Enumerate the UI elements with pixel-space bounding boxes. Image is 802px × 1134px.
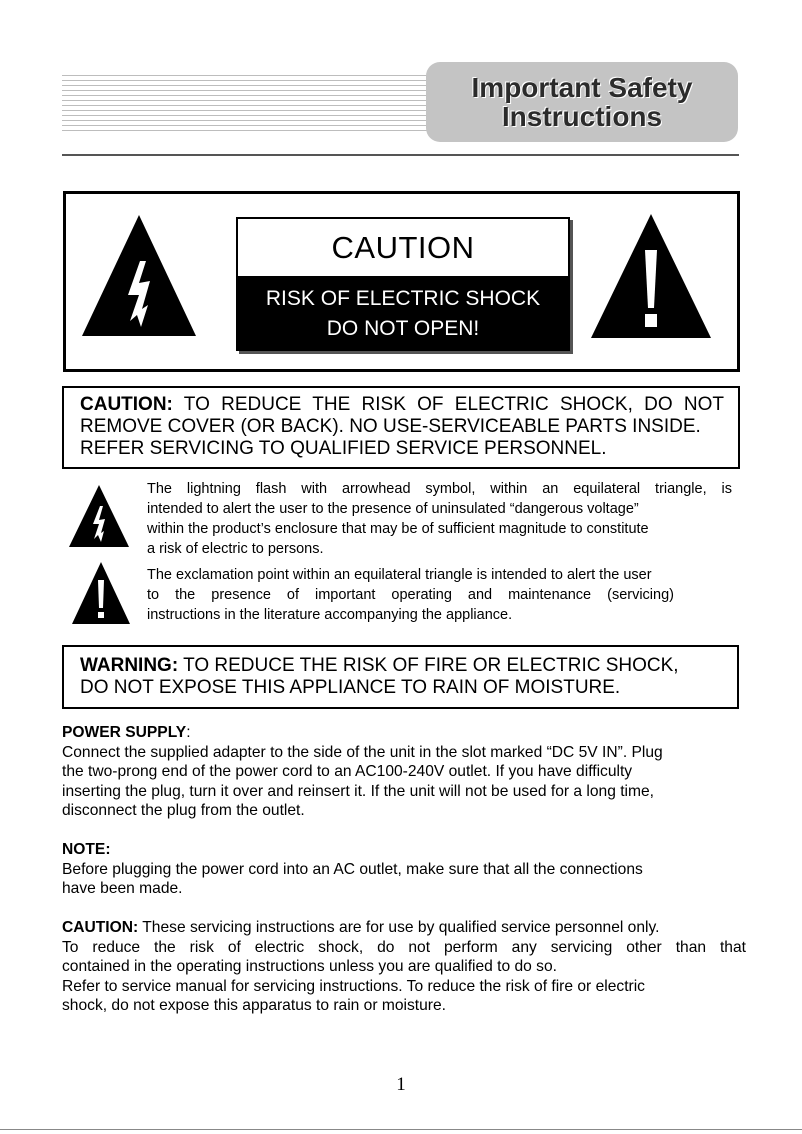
exclamation-explanation: The exclamation point within an equilateral triangle is intended to alert the user to the presence of important operating and maintenance (servicing) instructions in the literature accompanying the appliance. <box>147 567 674 623</box>
caution-sticker-line2: DO NOT OPEN! <box>326 317 480 340</box>
header-divider <box>62 154 739 156</box>
warning-notice-label: WARNING: <box>80 655 179 676</box>
caution-section-label: CAUTION: <box>62 919 139 936</box>
lightning-explanation: The lightning flash with arrowhead symbol, within an equilateral triangle, is intended to alert the user to the presence of uninsulated “dangerous voltage” within the product’s enclosure that may be of sufficient magnitude to constitute a risk of electric to persons. <box>147 481 732 557</box>
caution-section-line1: CAUTION: These servicing instructions are for use by qualified service personnel only. <box>62 919 660 936</box>
exclamation-warning-icon <box>589 212 713 340</box>
page-title-line2: Instructions <box>501 101 663 132</box>
caution-notice-line2: REMOVE COVER (OR BACK). NO USE-SERVICEABLE PARTS INSIDE. <box>80 416 701 437</box>
caution-sticker <box>236 217 570 351</box>
page-title-line1: Important Safety <box>471 72 693 103</box>
warning-notice-line1: WARNING: TO REDUCE THE RISK OF FIRE OR ELECTRIC SHOCK, <box>80 655 679 676</box>
lightning-small-icon <box>68 484 130 548</box>
power-supply-line4: disconnect the plug from the outlet. <box>62 802 305 819</box>
caution-notice-label: CAUTION: <box>80 394 173 415</box>
page-number: 1 <box>396 1074 406 1095</box>
caution-notice-line1: CAUTION: TO REDUCE THE RISK OF ELECTRIC SHOCK, DO NOT <box>80 394 724 415</box>
caution-section-line2: To reduce the risk of electric shock, do not perform any servicing other than that <box>62 938 746 956</box>
caution-notice-box <box>62 386 740 469</box>
caution-label-panel <box>63 191 740 372</box>
caution-section-line5: shock, do not expose this apparatus to rain or moisture. <box>62 997 446 1014</box>
caution-sticker-heading: CAUTION <box>238 219 568 279</box>
page-bottom-edge <box>0 1129 802 1130</box>
power-supply-line3: inserting the plug, turn it over and reinsert it. If the unit will not be used for a long time, <box>62 782 655 800</box>
exclamation-small-icon <box>71 561 131 625</box>
caution-notice-line3: REFER SERVICING TO QUALIFIED SERVICE PERSONNEL. <box>80 438 607 459</box>
header-decorative-lines <box>62 75 442 133</box>
page-title <box>426 62 738 142</box>
power-supply-line2: the two-prong end of the power cord to an AC100-240V outlet. If you have difficulty <box>62 763 633 780</box>
note-line2: have been made. <box>62 880 183 897</box>
note-line1: Before plugging the power cord into an AC outlet, make sure that all the connections <box>62 860 643 878</box>
power-supply-line1: Connect the supplied adapter to the side of the unit in the slot marked “DC 5V IN”. Plug <box>62 743 663 761</box>
caution-sticker-message <box>238 279 568 349</box>
lightning-warning-icon <box>80 213 198 338</box>
warning-notice-line2: DO NOT EXPOSE THIS APPLIANCE TO RAIN OF MOISTURE. <box>80 677 621 698</box>
body-sections <box>62 723 746 1016</box>
power-supply-heading: POWER SUPPLY: <box>62 724 191 741</box>
caution-section-line4: Refer to service manual for servicing instructions. To reduce the risk of fire or electric <box>62 977 645 995</box>
caution-sticker-line1: RISK OF ELECTRIC SHOCK <box>265 287 541 310</box>
warning-notice-box <box>62 645 739 709</box>
caution-section-line3: contained in the operating instructions unless you are qualified to do so. <box>62 958 557 975</box>
note-heading: NOTE: <box>62 841 111 858</box>
